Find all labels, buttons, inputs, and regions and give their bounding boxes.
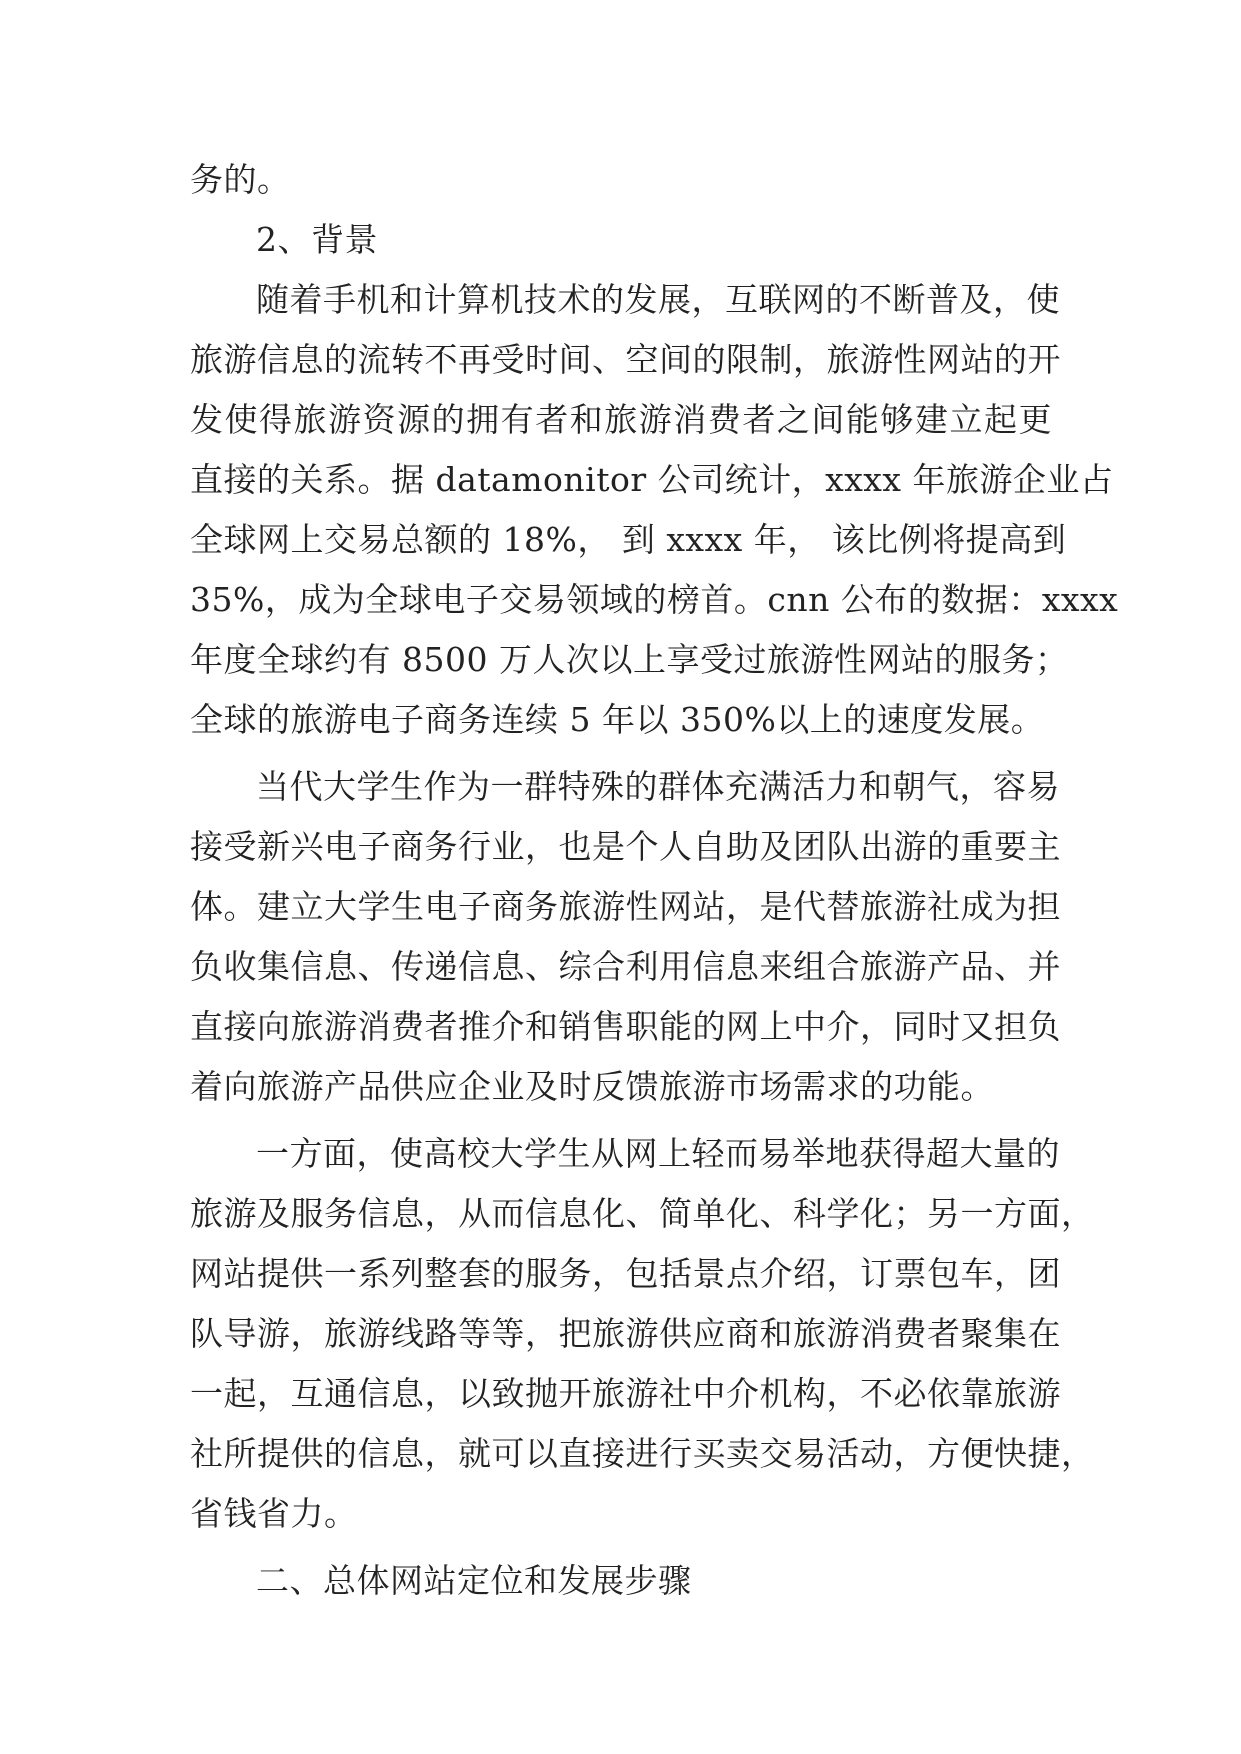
- text-line: 省钱省力。: [190, 1494, 358, 1533]
- text-line: 一起，互通信息，以致抛开旅游社中介机构，不必依靠旅游: [190, 1374, 1061, 1413]
- body-text: [190, 150, 1119, 1611]
- text-line: 发使得旅游资源的拥有者和旅游消费者之间能够建立起更: [190, 400, 1052, 439]
- section-heading: 二、总体网站定位和发展步骤: [256, 1561, 692, 1600]
- text-line: 一方面，使高校大学生从网上轻而易举地获得超大量的: [256, 1134, 1060, 1173]
- text-line: 体。建立大学生电子商务旅游性网站，是代替旅游社成为担: [190, 887, 1061, 926]
- text-line: 旅游及服务信息，从而信息化、简单化、科学化；另一方面，: [190, 1194, 1095, 1233]
- text-line: 年度全球约有 8500 万人次以上享受过旅游性网站的服务；: [190, 640, 1069, 679]
- text-line: 务的。: [190, 160, 291, 199]
- text-line: 网站提供一系列整套的服务，包括景点介绍，订票包车，团: [190, 1254, 1061, 1293]
- text-line: 全球的旅游电子商务连续 5 年以 350%以上的速度发展。: [190, 700, 1045, 739]
- text-line: 当代大学生作为一群特殊的群体充满活力和朝气，容易: [256, 767, 1060, 806]
- text-line: 直接向旅游消费者推介和销售职能的网上中介，同时又担负: [190, 1007, 1061, 1046]
- text-line: 旅游信息的流转不再受时间、空间的限制，旅游性网站的开: [190, 340, 1061, 379]
- section-heading: 2、背景: [256, 220, 378, 259]
- text-line: 35%，成为全球电子交易领域的榜首。cnn 公布的数据：xxxx: [190, 580, 1119, 619]
- text-line: 社所提供的信息，就可以直接进行买卖交易活动，方便快捷，: [190, 1434, 1095, 1473]
- text-line: 负收集信息、传递信息、综合利用信息来组合旅游产品、并: [190, 947, 1061, 986]
- text-line: 全球网上交易总额的 18%， 到 xxxx 年， 该比例将提高到: [190, 520, 1067, 559]
- text-line: 队导游，旅游线路等等，把旅游供应商和旅游消费者聚集在: [190, 1314, 1061, 1353]
- text-line: 着向旅游产品供应企业及时反馈旅游市场需求的功能。: [190, 1067, 994, 1106]
- text-line: 直接的关系。据 datamonitor 公司统计，xxxx 年旅游企业占: [190, 460, 1114, 499]
- text-line: 随着手机和计算机技术的发展，互联网的不断普及，使: [256, 280, 1060, 319]
- text-line: 接受新兴电子商务行业，也是个人自助及团队出游的重要主: [190, 827, 1061, 866]
